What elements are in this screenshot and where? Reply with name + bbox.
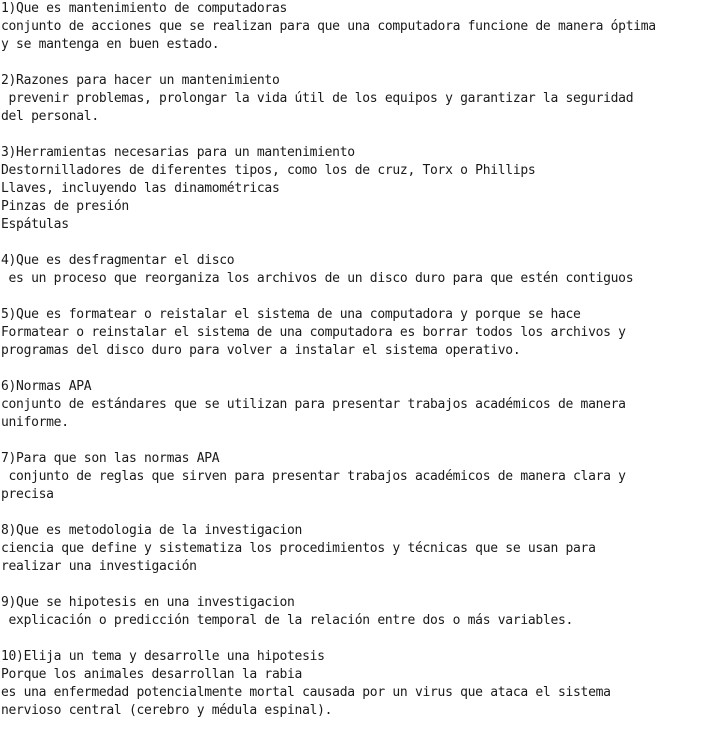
section-4 — [1, 252, 707, 288]
answer-line: uniforme. — [1, 415, 69, 430]
answer-line: ciencia que define y sistematiza los procedimientos y técnicas que se usan para — [1, 541, 596, 556]
section-7 — [1, 450, 707, 504]
answer-line: Destornilladores de diferentes tipos, como los de cruz, Torx o Phillips — [1, 163, 536, 178]
question-heading: 6)Normas APA — [1, 379, 92, 394]
blank-line — [1, 504, 707, 522]
section-3 — [1, 144, 707, 234]
blank-line — [1, 126, 707, 144]
question-heading: 8)Que es metodologia de la investigacion — [1, 523, 303, 538]
section-5 — [1, 306, 707, 360]
answer-line: es una enfermedad potencialmente mortal causada por un virus que ataca el sistema — [1, 685, 611, 700]
answer-line: y se mantenga en buen estado. — [1, 37, 220, 52]
answer-line: precisa — [1, 487, 54, 502]
section-10 — [1, 648, 707, 720]
section-1 — [1, 0, 707, 54]
answer-line: Pinzas de presión — [1, 199, 129, 214]
question-heading: 9)Que se hipotesis en una investigacion — [1, 595, 295, 610]
section-9 — [1, 594, 707, 630]
answer-line: realizar una investigación — [1, 559, 197, 574]
question-heading: 7)Para que son las normas APA — [1, 451, 220, 466]
blank-line — [1, 432, 707, 450]
section-8 — [1, 522, 707, 576]
answer-line: conjunto de reglas que sirven para presentar trabajos académicos de manera clara y — [1, 469, 626, 484]
question-heading: 5)Que es formatear o reistalar el sistema de una computadora y porque se hace — [1, 307, 581, 322]
blank-line — [1, 288, 707, 306]
answer-line: es un proceso que reorganiza los archivos de un disco duro para que estén contiguos — [1, 271, 634, 286]
question-heading: 4)Que es desfragmentar el disco — [1, 253, 235, 268]
answer-line: Porque los animales desarrollan la rabia — [1, 667, 303, 682]
answer-line: Espátulas — [1, 217, 69, 232]
question-heading: 1)Que es mantenimiento de computadoras — [1, 1, 288, 16]
question-heading: 2)Razones para hacer un mantenimiento — [1, 73, 280, 88]
blank-line — [1, 630, 707, 648]
blank-line — [1, 360, 707, 378]
answer-line: conjunto de estándares que se utilizan para presentar trabajos académicos de manera — [1, 397, 626, 412]
blank-line — [1, 576, 707, 594]
section-6 — [1, 378, 707, 432]
answer-line: Formatear o reinstalar el sistema de una computadora es borrar todos los archivos y — [1, 325, 626, 340]
answer-line: prevenir problemas, prolongar la vida útil de los equipos y garantizar la seguridad — [1, 91, 634, 106]
blank-line — [1, 234, 707, 252]
answer-line: nervioso central (cerebro y médula espinal). — [1, 703, 333, 718]
answer-line: Llaves, incluyendo las dinamométricas — [1, 181, 280, 196]
answer-line: del personal. — [1, 109, 99, 124]
question-heading: 10)Elija un tema y desarrolle una hipotesis — [1, 649, 325, 664]
section-2 — [1, 72, 707, 126]
question-heading: 3)Herramientas necesarias para un mantenimiento — [1, 145, 355, 160]
blank-line — [1, 54, 707, 72]
answer-line: conjunto de acciones que se realizan para que una computadora funcione de manera óptima — [1, 19, 656, 34]
answer-line: programas del disco duro para volver a instalar el sistema operativo. — [1, 343, 521, 358]
text-document[interactable] — [1, 0, 707, 720]
answer-line: explicación o predicción temporal de la relación entre dos o más variables. — [1, 613, 574, 628]
